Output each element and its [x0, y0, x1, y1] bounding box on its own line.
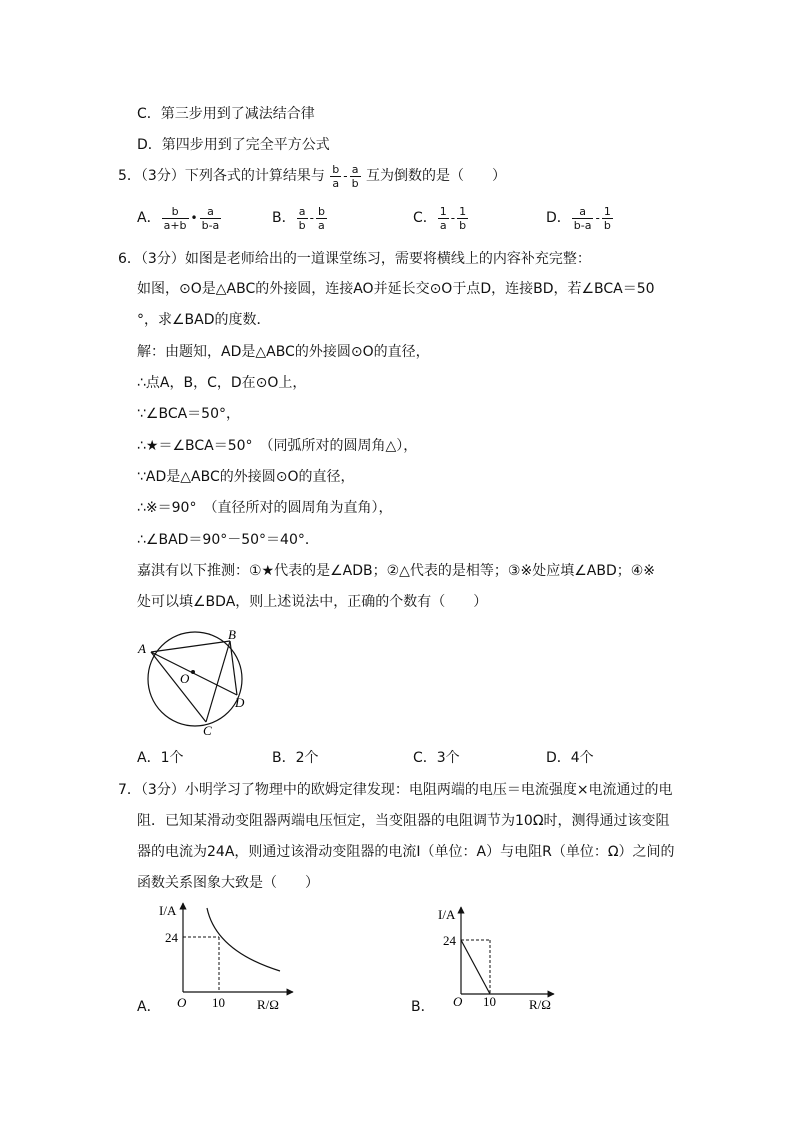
- q5-stem: [118, 161, 506, 191]
- graph-a-x-tick: 10: [212, 995, 225, 1010]
- graph-a-y-label: I/A: [159, 903, 177, 918]
- q4-option-d: D．第四步用到了完全平方公式: [137, 137, 330, 153]
- graph-b-y-tick: 24: [443, 933, 456, 948]
- graph-b-origin: O: [453, 994, 463, 1009]
- q5-option-op: -: [595, 211, 600, 225]
- q5-expr-d2: b: [351, 176, 359, 190]
- graph-b-x-tick: 10: [483, 994, 496, 1009]
- q5-option-num: b: [317, 204, 325, 218]
- q5-expr-d1: a: [332, 176, 340, 190]
- graph-a-origin: O: [177, 995, 187, 1010]
- q6-line: ∴∠BAD＝90°－50°＝40°．: [137, 532, 319, 548]
- q6-line: ∴点A，B，C，D在⊙O上，: [137, 375, 307, 391]
- q5-option-num: a: [200, 205, 222, 219]
- q7-graph-a-label: A．: [137, 999, 161, 1015]
- q6-option-d: D．4个: [546, 750, 594, 766]
- q7-line: 阻．已知某滑动变阻器两端电压恒定，当变阻器的电阻调节为10Ω时，测得通过该变阻: [137, 813, 670, 829]
- q7-graph-a: [150, 895, 300, 1015]
- q5-option-op: -: [309, 211, 314, 225]
- q6-line: 处可以填∠BDA，则上述说法中，正确的个数有（ ）: [137, 594, 488, 610]
- q5-option-num: 1: [459, 204, 467, 218]
- q5-option-frac: [602, 205, 613, 232]
- label-a: A: [138, 641, 146, 656]
- q5-option-label: D．: [546, 210, 571, 226]
- label-c: C: [203, 723, 212, 738]
- q5-option-c: [413, 203, 469, 233]
- graph-a-curve: [207, 908, 280, 971]
- q6-line: ∴★＝∠BCA＝50° （同弧所对的圆周角△），: [137, 438, 418, 454]
- q5-option-num: b: [162, 205, 189, 219]
- q7-graph-b-label: B．: [411, 999, 435, 1015]
- graph-a-x-label: R/Ω: [257, 997, 279, 1012]
- label-d: D: [235, 695, 245, 710]
- segment-ab: [151, 641, 230, 652]
- q5-option-frac: [162, 205, 189, 232]
- q5-expr-frac1: [330, 163, 341, 190]
- q5-option-den: a: [439, 218, 447, 232]
- q5-option-label: B．: [272, 210, 296, 226]
- q7-stem: 7．（3分）小明学习了物理中的欧姆定律发现：电阻两端的电压＝电流强度×电流通过的电: [118, 782, 673, 798]
- q4-option-c: C．第三步用到了减法结合律: [137, 106, 315, 122]
- q5-option-op: •: [190, 211, 198, 225]
- graph-b-y-label: I/A: [438, 907, 456, 922]
- q5-option-label: A．: [137, 210, 161, 226]
- q5-option-b: [272, 203, 328, 233]
- q6-option-c: C．3个: [413, 750, 460, 766]
- q7-line: 器的电流为24A，则通过该滑动变阻器的电流I（单位：A）与电阻R（单位：Ω）之间的: [137, 844, 675, 860]
- graph-a-y-tick: 24: [165, 930, 178, 945]
- q5-stem-prefix: 5．（3分）下列各式的计算结果与: [118, 168, 325, 184]
- q6-stem: 6．（3分）如图是老师给出的一道课堂练习，需要将横线上的内容补充完整：: [118, 251, 591, 267]
- q5-option-den: b: [459, 218, 467, 232]
- q7-graph-b: [425, 895, 565, 1015]
- q6-line: 如图，⊙O是△ABC的外接圆，连接AO并延长交⊙O于点D，连接BD，若∠BCA＝50: [137, 281, 655, 297]
- segment-ac: [151, 652, 206, 722]
- q5-option-op: -: [450, 211, 456, 225]
- q5-option-d: [546, 203, 614, 233]
- q5-option-den: a: [318, 218, 325, 232]
- q5-expr-n2: a: [350, 163, 361, 177]
- q5-option-frac: [572, 205, 594, 232]
- q6-option-b: B．2个: [272, 750, 319, 766]
- q5-option-frac: [316, 205, 327, 232]
- graph-b-x-label: R/Ω: [529, 997, 551, 1012]
- label-b: B: [228, 627, 236, 642]
- q5-option-den: b-a: [573, 218, 592, 232]
- q5-option-frac: [297, 205, 308, 232]
- q5-option-frac: [457, 205, 468, 232]
- q6-option-a: A．1个: [137, 750, 184, 766]
- q5-option-num: a: [572, 205, 594, 219]
- q5-option-num: a: [297, 205, 308, 219]
- q5-expr-n1: b: [332, 162, 340, 176]
- q5-option-num: 1: [603, 204, 611, 218]
- q6-line: ∵AD是△ABC的外接圆⊙O的直径，: [137, 469, 355, 485]
- q5-option-den: b: [298, 218, 306, 232]
- q6-line: ∵∠BCA＝50°，: [137, 406, 240, 422]
- q5-option-frac: [438, 205, 449, 232]
- q5-stem-suffix: 互为倒数的是（ ）: [366, 168, 507, 184]
- q5-option-a: [137, 203, 222, 233]
- q5-option-frac: [200, 205, 222, 232]
- q5-option-den: b-a: [201, 218, 220, 232]
- graph-b-line: [461, 940, 490, 994]
- q7-line: 函数关系图象大致是（ ）: [137, 875, 319, 891]
- q6-line: 嘉淇有以下推测：①★代表的是∠ADB；②△代表的是相等；③※处应填∠ABD；④※: [137, 563, 656, 579]
- q6-line: 解：由题知，AD是△ABC的外接圆⊙O的直径，: [137, 344, 430, 360]
- q5-option-label: C．: [413, 210, 437, 226]
- segment-bd: [230, 641, 237, 695]
- q5-option-den: b: [603, 218, 611, 232]
- q5-option-num: 1: [439, 204, 447, 218]
- q5-option-den: a+b: [163, 218, 187, 232]
- q6-line: °，求∠BAD的度数．: [137, 312, 271, 328]
- center-point: [191, 670, 195, 674]
- label-o: O: [180, 671, 190, 686]
- q6-line: ∴※＝90° （直径所对的圆周角为直角），: [137, 500, 393, 516]
- q5-expr-op: -: [343, 169, 348, 183]
- q5-expr-frac2: [350, 163, 361, 190]
- q6-circle-figure: [130, 622, 260, 742]
